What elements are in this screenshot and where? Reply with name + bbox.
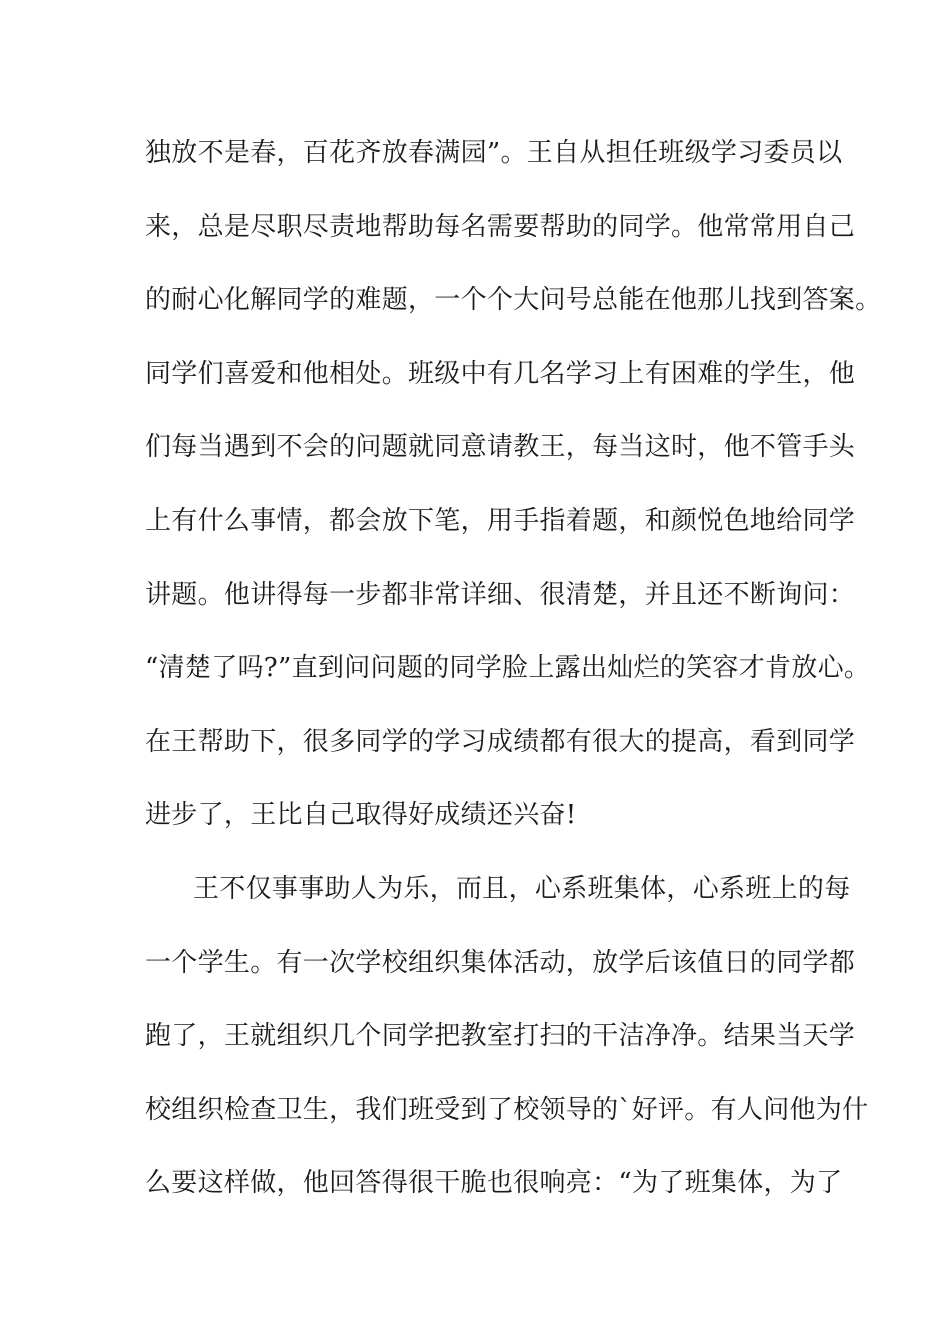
text-line-13: 跑了，王就组织几个同学把教室打扫的干洁净净。结果当天学 (145, 1021, 856, 1052)
text-line-1: 独放不是春，百花齐放春满园”。王自从担任班级学习委员以 (145, 138, 843, 168)
text-line-6: 上有什么事情，都会放下笔，用手指着题，和颜悦色地给同学 (145, 505, 856, 536)
body-text (145, 128, 882, 1232)
text-line-12: 一个学生。有一次学校组织集体活动，放学后该值日的同学都 (145, 947, 856, 978)
paragraph-start-line: 王不仅事事助人为乐，而且，心系班集体，心系班上的每 (193, 873, 851, 904)
text-line-10: 进步了，王比自己取得好成绩还兴奋! (145, 800, 577, 831)
text-line-3: 的耐心化解同学的难题，一个个大问号总能在他那儿找到答案。 (145, 285, 882, 316)
text-line-7: 讲题。他讲得每一步都非常详细、很清楚，并且还不断询问： (145, 579, 856, 610)
text-line-2: 来，总是尽职尽责地帮助每名需要帮助的同学。他常常用自己 (145, 211, 856, 242)
text-line-5: 们每当遇到不会的问题就同意请教王，每当这时，他不管手头 (145, 432, 856, 463)
text-line-4: 同学们喜爱和他相处。班级中有几名学习上有困难的学生，他 (145, 358, 856, 389)
text-line-15: 么要这样做，他回答得很干脆也很响亮：“为了班集体，为了 (145, 1168, 843, 1199)
text-line-9: 在王帮助下，很多同学的学习成绩都有很大的提高，看到同学 (145, 726, 856, 757)
text-line-8: “清楚了吗?”直到问问题的同学脸上露出灿烂的笑容才肯放心。 (145, 653, 871, 684)
text-line-14: 校组织检查卫生，我们班受到了校领导的`好评。有人问他为什 (145, 1094, 869, 1125)
